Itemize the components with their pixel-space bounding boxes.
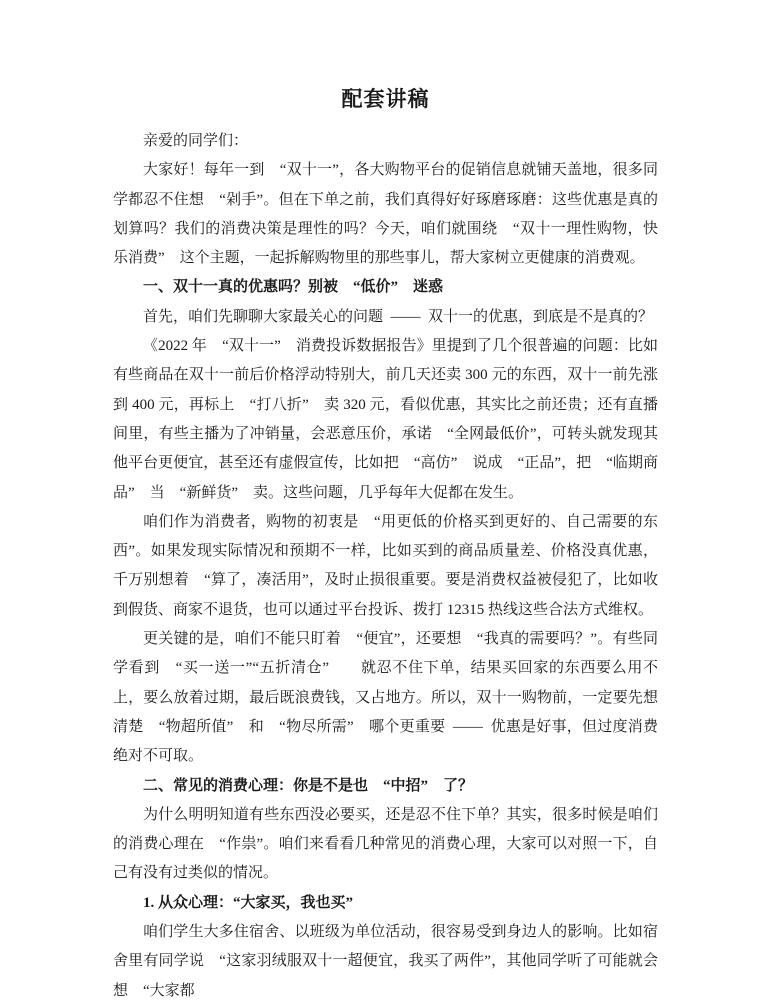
salutation-line: 亲爱的同学们： (143, 133, 249, 149)
intro-paragraph: 大家好！每年一到 “双十一”，各大购物平台的促销信息就铺天盖地，很多同学都忍不住想 “剁手”。但在下单之前，我们真得好好琢磨琢磨：这些优惠是真的划算吗？我们的消费决策是理性的吗？今天，咱们就围绕 “双十一理性购物，快乐消费” 这个主题，一起拆解购物里的那些事儿，帮大家树立更健康的消费观。 (113, 162, 658, 267)
document-title: 配套讲稿 (341, 87, 430, 111)
section1-lead-paragraph: 首先，咱们先聊聊大家最关心的问题 —— 双十一的优惠，到底是不是真的？ (143, 308, 654, 325)
section1-consumer-paragraph: 咱们作为消费者，购物的初衷是 “用更低的价格买到更好的、自己需要的东西”。如果发现实际情况和预期不一样，比如买到的商品质量差、价格没真优惠，千万别想着 “算了，凑活用”，及时止损很重要。要是消费权益被侵犯了，比如收到假货、商家不退货，也可以通过平台投诉、拨打 12315 热线这些合法方式维权。 (113, 513, 658, 618)
section2-lead-paragraph: 为什么明明知道有些东西没必要买，还是忍不住下单？其实，很多时候是咱们的消费心理在 “作祟”。咱们来看看几种常见的消费心理，大家可以对照一下，自己有没有过类似的情况。 (113, 806, 658, 882)
document-body (113, 127, 658, 1000)
section-heading-2: 二、常见的消费心理：你是不是也 “中招” 了？ (143, 777, 474, 794)
section2-herd-paragraph: 咱们学生大多住宿舍、以班级为单位活动，很容易受到身边人的影响。比如宿舍里有同学说 “这家羽绒服双十一超便宜，我买了两件”，其他同学听了可能就会想 “大家都 (113, 924, 658, 999)
section1-keypoint-paragraph: 更关键的是，咱们不能只盯着 “便宜”，还要想 “我真的需要吗？”。有些同学看到 “买一送一”“五折清仓” 就忍不住下单，结果买回家的东西要么用不上，要么放着过期，最后既浪费钱，又占地方。所以，双十一购物前，一定要先想清楚 “物超所值” 和 “物尽所需” 哪个更重要 —— 优惠是好事，但过度消费绝对不可取。 (113, 631, 658, 765)
section-heading-1: 一、双十一真的优惠吗？别被 “低价” 迷惑 (143, 279, 444, 296)
section1-report-paragraph: 《2022 年 “双十一” 消费投诉数据报告》里提到了几个很普遍的问题：比如有些商品在双十一前后价格浮动特别大，前几天还卖 300 元的东西，双十一前先涨到 400 元，再标上 “打八折” 卖 320 元，看似优惠，其实比之前还贵；还有直播间里，有些主播为了冲销量，会恶意压价，承诺 “全网最低价”，可转头就发现其他平台更便宜，甚至还有虚假宣传，比如把 “高仿” 说成 “正品”，把 “临期商品” 当 “新鲜货” 卖。这些问题，几乎每年大促都在发生。 (113, 338, 658, 501)
subsection-heading-1: 1. 从众心理：“大家买，我也买” (143, 894, 354, 911)
